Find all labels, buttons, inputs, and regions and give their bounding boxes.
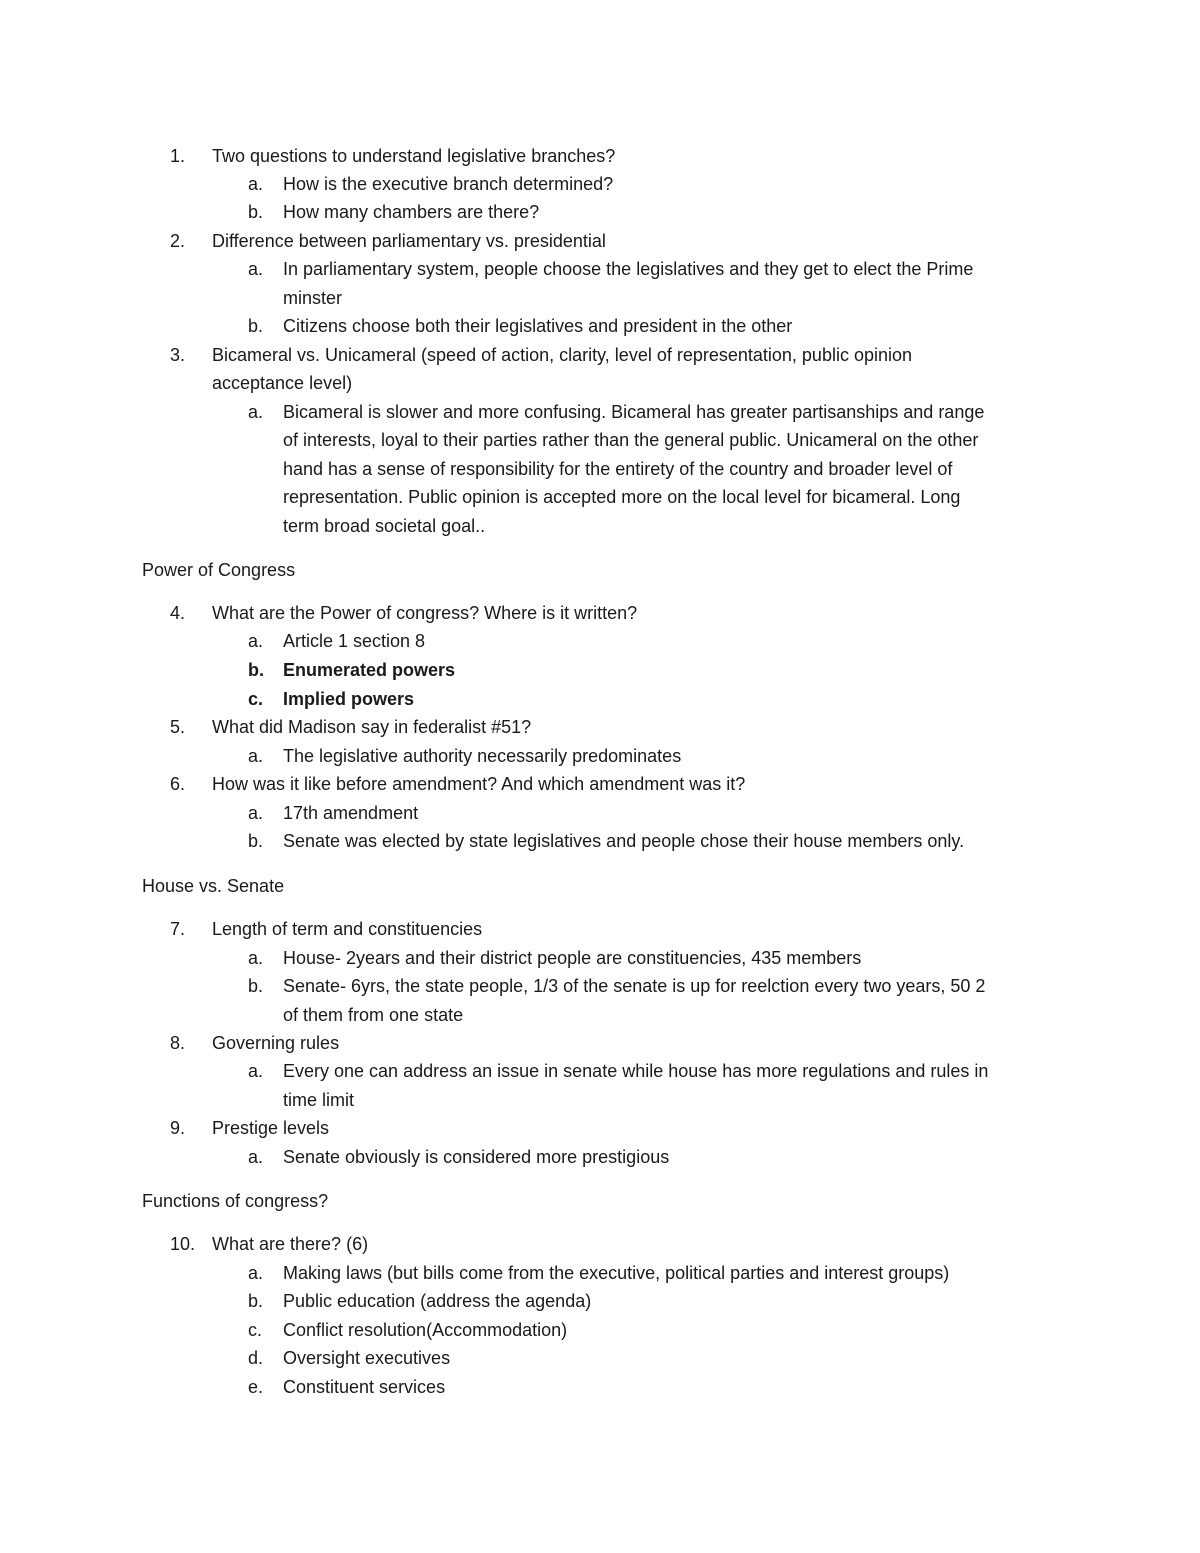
sub-item-text: of them from one state — [283, 1005, 464, 1025]
sub-item-text: Making laws (but bills come from the executive, political parties and interest groups) — [283, 1263, 950, 1283]
sub-item-text: hand has a sense of responsibility for the entirety of the country and broader level of — [283, 459, 953, 479]
sub-item-text: representation. Public opinion is accepted more on the local level for bicameral. Long — [283, 487, 961, 507]
sub-item-text: Senate was elected by state legislatives and people chose their house members only. — [283, 831, 965, 851]
sub-item-text: Bicameral is slower and more confusing. Bicameral has greater partisanships and range — [283, 402, 985, 422]
item-text: Prestige levels — [212, 1118, 330, 1138]
sub-item-text: minster — [283, 288, 343, 308]
sub-item-label: b. — [248, 976, 264, 996]
sub-item-label: a. — [248, 259, 264, 279]
sub-item-text: Oversight executives — [283, 1348, 451, 1368]
sub-item-label: e. — [248, 1377, 264, 1397]
sub-item-label: a. — [248, 631, 264, 651]
sub-item-text: 17th amendment — [283, 803, 419, 823]
item-number: 1. — [170, 146, 186, 166]
item-number: 9. — [170, 1118, 186, 1138]
item-text: Length of term and constituencies — [212, 919, 483, 939]
sub-item-text: Citizens choose both their legislatives and president in the other — [283, 316, 793, 336]
sub-item-label: c. — [248, 689, 264, 709]
sub-item-label: a. — [248, 948, 264, 968]
sub-item-label: b. — [248, 202, 264, 222]
sub-item-label: a. — [248, 1263, 264, 1283]
item-text: What did Madison say in federalist #51? — [212, 717, 532, 737]
sub-item-text: time limit — [283, 1090, 354, 1110]
sub-item-text: Public education (address the agenda) — [283, 1291, 592, 1311]
item-number: 5. — [170, 717, 186, 737]
sub-item-label: a. — [248, 402, 264, 422]
item-number: 10. — [170, 1234, 196, 1254]
item-number: 7. — [170, 919, 186, 939]
item-number: 8. — [170, 1033, 186, 1053]
item-text: Governing rules — [212, 1033, 340, 1053]
sub-item-label: b. — [248, 660, 264, 680]
sub-item-text: Implied powers — [283, 689, 415, 709]
sub-item-label: a. — [248, 746, 264, 766]
item-text: Two questions to understand legislative branches? — [212, 146, 616, 166]
sub-item-label: b. — [248, 831, 264, 851]
sub-item-text: term broad societal goal.. — [283, 516, 486, 536]
item-text: Difference between parliamentary vs. presidential — [212, 231, 606, 251]
sub-item-text: Constituent services — [283, 1377, 446, 1397]
sub-item-text: In parliamentary system, people choose the legislatives and they get to elect the Prime — [283, 259, 974, 279]
sub-item-label: a. — [248, 1061, 264, 1081]
sub-item-label: d. — [248, 1348, 264, 1368]
sub-item-text: Article 1 section 8 — [283, 631, 426, 651]
item-text: Bicameral vs. Unicameral (speed of action, clarity, level of representation, public opinion — [212, 345, 913, 365]
sub-item-text: The legislative authority necessarily predominates — [283, 746, 682, 766]
sub-item-text: How is the executive branch determined? — [283, 174, 614, 194]
sub-item-label: b. — [248, 316, 264, 336]
item-text: How was it like before amendment? And which amendment was it? — [212, 774, 746, 794]
sub-item-text: Senate obviously is considered more prestigious — [283, 1147, 670, 1167]
sub-item-text: Senate- 6yrs, the state people, 1/3 of the senate is up for reelction every two years, 50 2 — [283, 976, 986, 996]
sub-item-text: House- 2years and their district people are constituencies, 435 members — [283, 948, 862, 968]
item-number: 2. — [170, 231, 186, 251]
sub-item-text: Conflict resolution(Accommodation) — [283, 1320, 568, 1340]
item-text: What are the Power of congress? Where is it written? — [212, 603, 638, 623]
heading-text: Functions of congress? — [142, 1191, 329, 1211]
sub-item-label: a. — [248, 1147, 264, 1167]
item-text: What are there? (6) — [212, 1234, 369, 1254]
sub-item-label: b. — [248, 1291, 264, 1311]
sub-item-text: Enumerated powers — [283, 660, 456, 680]
heading-text: Power of Congress — [142, 560, 296, 580]
item-text: acceptance level) — [212, 373, 353, 393]
sub-item-label: a. — [248, 174, 264, 194]
item-number: 4. — [170, 603, 186, 623]
sub-item-text: How many chambers are there? — [283, 202, 540, 222]
item-number: 3. — [170, 345, 186, 365]
sub-item-text: of interests, loyal to their parties rather than the general public. Unicameral on the other — [283, 430, 979, 450]
sub-item-label: c. — [248, 1320, 263, 1340]
heading-text: House vs. Senate — [142, 876, 285, 896]
sub-item-label: a. — [248, 803, 264, 823]
sub-item-text: Every one can address an issue in senate while house has more regulations and rules in — [283, 1061, 989, 1081]
item-number: 6. — [170, 774, 186, 794]
